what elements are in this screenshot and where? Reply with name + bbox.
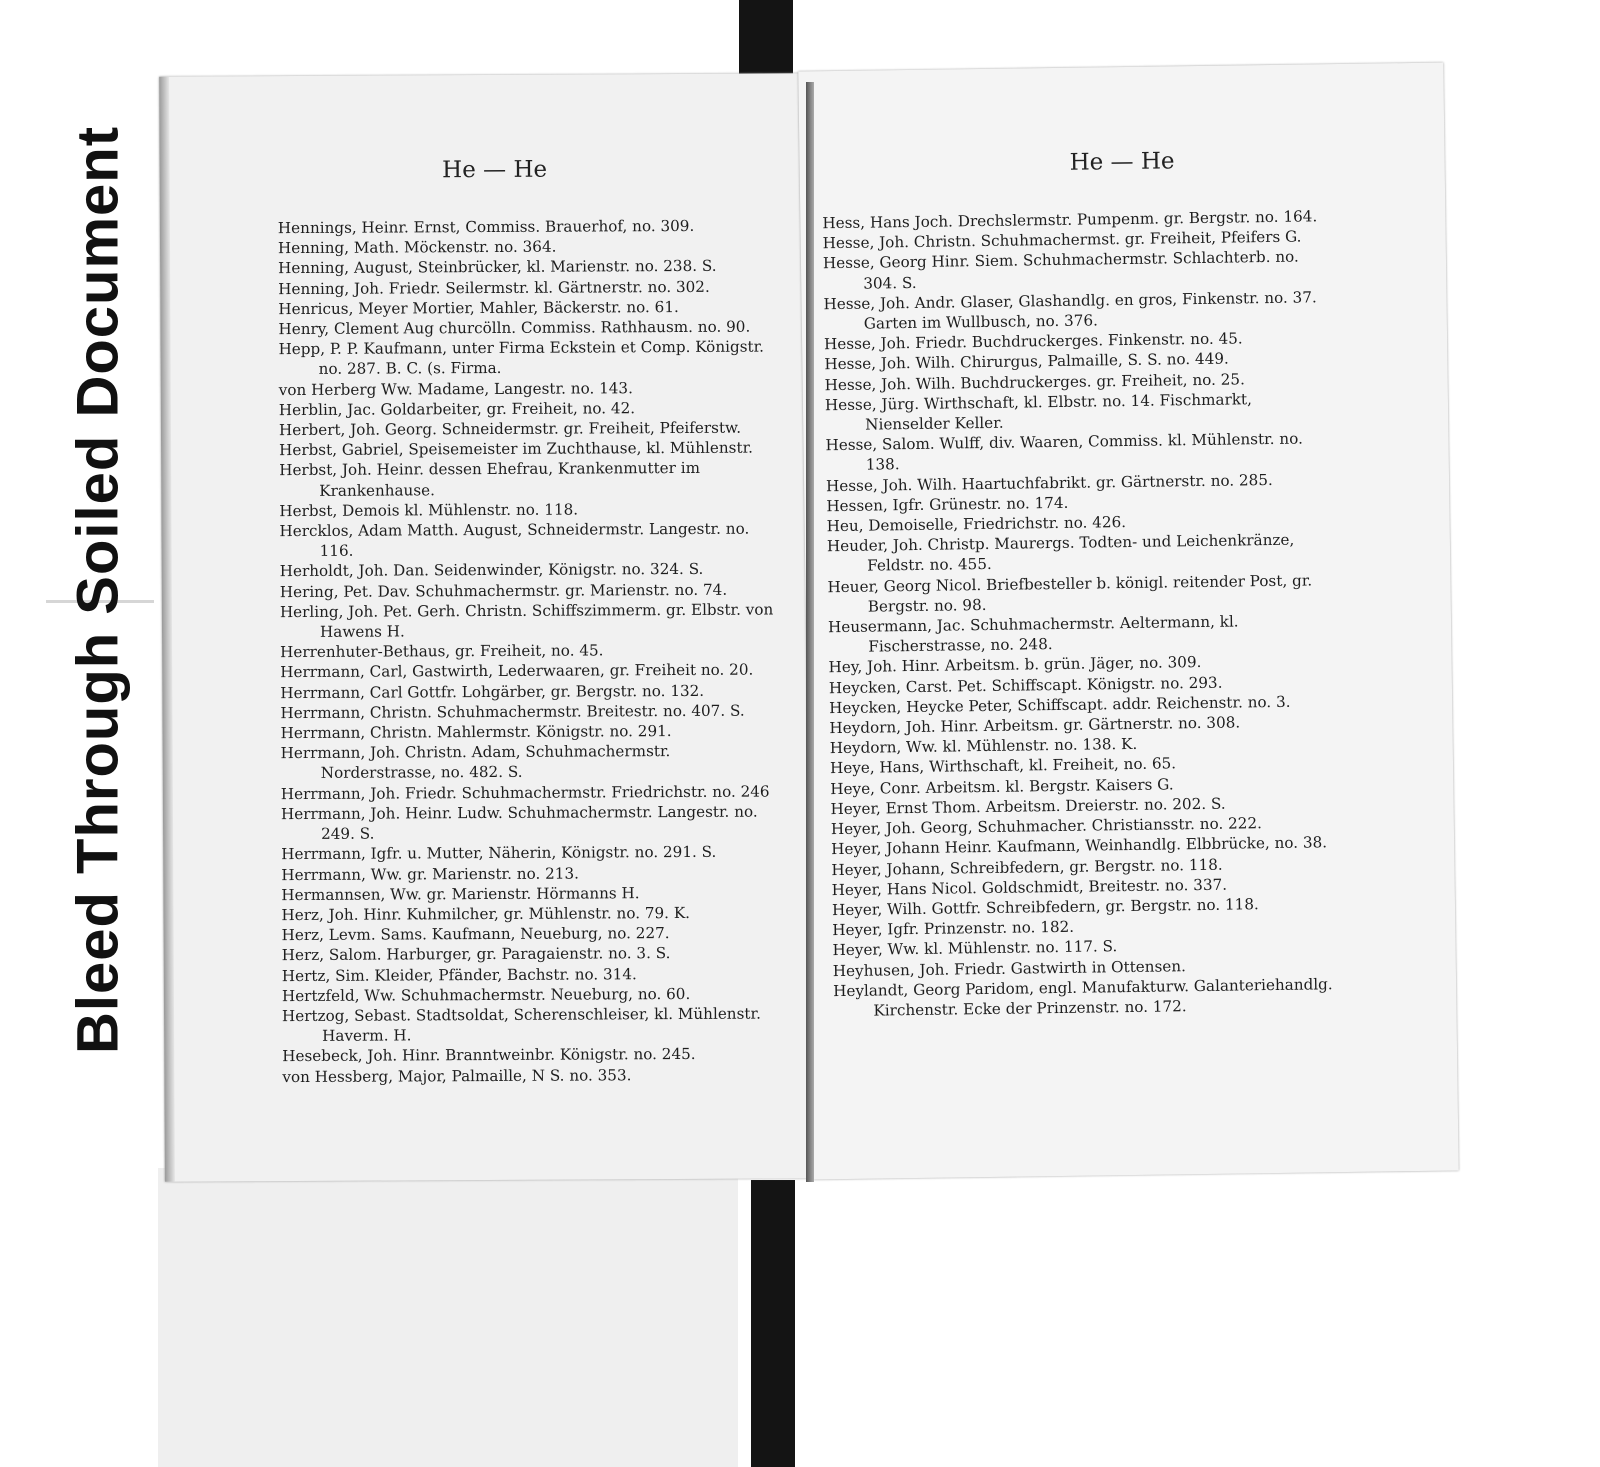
left-page <box>159 73 815 1181</box>
directory-entry: Heyer, Johann, Schreibfedern, gr. Bergstr. no. 118. <box>831 855 1223 879</box>
directory-entry: Hennings, Heinr. Ernst, Commiss. Brauerhof, no. 309. <box>277 216 695 238</box>
directory-entry: Heyer, Johann Heinr. Kaufmann, Weinhandlg. Elbbrücke, no. 38. <box>831 833 1328 859</box>
directory-entry: Hey, Joh. Hinr. Arbeitsm. b. grün. Jäger, no. 309. <box>828 653 1202 677</box>
directory-entry: Hercklos, Adam Matth. August, Schneidermstr. Langestr. no. 116. <box>279 519 750 561</box>
book-gutter <box>806 82 814 1182</box>
directory-entry: Heyer, Ernst Thom. Arbeitsm. Dreierstr. no. 202. S. <box>830 794 1226 819</box>
directory-entry: Hessen, Igfr. Grünestr. no. 174. <box>826 493 1069 516</box>
directory-entry: Hesse, Joh. Wilh. Haartuchfabrikt. gr. Gärtnerstr. no. 285. <box>825 470 1273 495</box>
directory-entry: Heyhusen, Joh. Friedr. Gastwirth in Ottensen. <box>832 956 1187 980</box>
directory-entry: Hertzfeld, Ww. Schuhmachermstr. Neueburg, no. 60. <box>281 984 691 1005</box>
directory-entry: Heylandt, Georg Paridom, engl. Manufakturw. Galanteriehandlg. Kirchenstr. Ecke der Prinzenstr. no. 172. <box>833 974 1333 1020</box>
directory-entry: Herz, Salom. Harburger, gr. Paragaienstr. no. 3. S. <box>281 944 671 965</box>
directory-entry: Hesse, Georg Hinr. Siem. Schuhmachermstr. Schlachterb. no. 304. S. <box>822 247 1299 293</box>
directory-entry: Hesse, Salom. Wulff, div. Waaren, Commiss. kl. Mühlenstr. no. 138. <box>825 429 1303 475</box>
directory-entry: Hesse, Joh. Friedr. Buchdruckerges. Finkenstr. no. 45. <box>823 329 1243 354</box>
directory-entry: Henricus, Meyer Mortier, Mahler, Bäckerstr. no. 61. <box>278 297 679 318</box>
directory-entry: Heyer, Igfr. Prinzenstr. no. 182. <box>832 917 1075 940</box>
directory-entry: Herbst, Joh. Heinr. dessen Ehefrau, Krankenmutter im Krankenhause. <box>279 459 701 500</box>
directory-entry: Herrmann, Christn. Mahlermstr. Königstr. no. 291. <box>280 722 672 743</box>
directory-entry: Heyer, Joh. Georg, Schuhmacher. Christiansstr. no. 222. <box>830 814 1262 839</box>
directory-entry: Hesse, Joh. Wilh. Buchdruckerges. gr. Freiheit, no. 25. <box>824 369 1245 394</box>
directory-entry: Hesse, Jürg. Wirthschaft, kl. Elbstr. no. 14. Fischmarkt, Nienselder Keller. <box>824 390 1253 434</box>
directory-entry: Hering, Pet. Dav. Schuhmachermstr. gr. Marienstr. no. 74. <box>279 580 728 601</box>
directory-entry: Herholdt, Joh. Dan. Seidenwinder, Königstr. no. 324. S. <box>279 560 704 581</box>
left-page-heading: He — He <box>442 156 548 184</box>
directory-entry: von Hessberg, Major, Palmaille, N S. no. 353. <box>282 1065 632 1086</box>
directory-entry: Herrmann, Igfr. u. Mutter, Näherin, Königstr. no. 291. S. <box>281 843 717 864</box>
directory-entry: von Herberg Ww. Madame, Langestr. no. 143. <box>278 378 633 399</box>
directory-entry: Heydorn, Ww. kl. Mühlenstr. no. 138. K. <box>829 735 1138 758</box>
directory-entry: Herz, Levm. Sams. Kaufmann, Neueburg, no. 227. <box>281 924 670 945</box>
directory-entry: Henry, Clement Aug churcölln. Commiss. Rathhausm. no. 90. <box>278 317 751 339</box>
directory-entry: Herrmann, Joh. Friedr. Schuhmachermstr. Friedrichstr. no. 246 <box>280 782 770 803</box>
directory-entry: Hermannsen, Ww. gr. Marienstr. Hörmanns H. <box>281 883 640 904</box>
left-page-entries <box>278 215 783 1086</box>
directory-entry: Herrmann, Joh. Heinr. Ludw. Schuhmachermstr. Langestr. no. 249. S. <box>280 802 758 843</box>
directory-entry: Herz, Joh. Hinr. Kuhmilcher, gr. Mühlenstr. no. 79. K. <box>281 903 691 924</box>
directory-entry: Herbst, Gabriel, Speisemeister im Zuchthause, kl. Mühlenstr. <box>279 438 754 460</box>
directory-entry: Hesse, Joh. Christn. Schuhmachermst. gr. Freiheit, Pfeifers G. <box>822 227 1302 253</box>
directory-entry: Heye, Conr. Arbeitsm. kl. Bergstr. Kaisers G. <box>830 775 1174 798</box>
right-page-entries <box>822 206 1333 1021</box>
directory-entry: Herrenhuter-Bethaus, gr. Freiheit, no. 45. <box>280 641 604 662</box>
directory-entry: Hertz, Sim. Kleider, Pfänder, Bachstr. no. 314. <box>281 964 637 985</box>
right-page-heading: He — He <box>1069 148 1175 176</box>
directory-entry: Henning, Math. Möckenstr. no. 364. <box>277 237 557 258</box>
directory-entry: Herling, Joh. Pet. Gerh. Christn. Schiffszimmerm. gr. Elbstr. von Hawens H. <box>279 600 774 641</box>
directory-entry: Heyer, Ww. kl. Mühlenstr. no. 117. S. <box>832 937 1118 960</box>
directory-entry: Heyer, Hans Nicol. Goldschmidt, Breitestr. no. 337. <box>831 875 1228 899</box>
directory-entry: Herrmann, Christn. Schuhmachermstr. Breitestr. no. 407. S. <box>280 701 745 722</box>
directory-entry: Heycken, Heycke Peter, Schiffscapt. addr. Reichenstr. no. 3. <box>829 692 1291 718</box>
directory-entry: Heydorn, Joh. Hinr. Arbeitsm. gr. Gärtnerstr. no. 308. <box>829 713 1241 738</box>
left-page-edge <box>159 77 175 1182</box>
directory-entry: Henning, Joh. Friedr. Seilermstr. kl. Gärtnerstr. no. 302. <box>278 277 710 298</box>
directory-entry: Heuer, Georg Nicol. Briefbesteller b. königl. reitender Post, gr. Bergstr. no. 98. <box>827 571 1313 616</box>
directory-entry: Herrmann, Ww. gr. Marienstr. no. 213. <box>281 864 579 884</box>
directory-entry: Heuder, Joh. Christp. Maurergs. Todten- und Leichenkränze, Feldstr. no. 455. <box>826 530 1295 576</box>
directory-entry: Herbert, Joh. Georg. Schneidermstr. gr. Freiheit, Pfeiferstw. <box>278 418 742 440</box>
directory-entry: Herbst, Demois kl. Mühlenstr. no. 118. <box>279 500 579 520</box>
side-label: Bleed Through Soiled Document <box>65 125 131 1055</box>
directory-entry: Hesse, Joh. Wilh. Chirurgus, Palmaille, S. S. no. 449. <box>824 349 1229 374</box>
directory-entry: Heycken, Carst. Pet. Schiffscapt. Königstr. no. 293. <box>828 673 1223 697</box>
directory-entry: Hepp, P. P. Kaufmann, unter Firma Eckstein et Comp. Königstr. no. 287. B. C. (s. Firma. <box>278 337 765 379</box>
directory-entry: Hertzog, Sebast. Stadtsoldat, Scherenschleiser, kl. Mühlenstr. Haverm. H. <box>281 1004 761 1045</box>
directory-entry: Heu, Demoiselle, Friedrichstr. no. 426. <box>826 513 1127 536</box>
directory-entry: Hess, Hans Joch. Drechslermstr. Pumpenm. gr. Bergstr. no. 164. <box>822 207 1318 233</box>
directory-entry: Heusermann, Jac. Schuhmachermstr. Aeltermann, kl. Fischerstrasse, no. 248. <box>827 612 1239 656</box>
right-page <box>798 63 1458 1180</box>
directory-entry: Herrmann, Joh. Christn. Adam, Schuhmachermstr. Norderstrasse, no. 482. S. <box>280 742 671 783</box>
directory-entry: Herrmann, Carl, Gastwirth, Lederwaaren, gr. Freiheit no. 20. <box>280 661 754 682</box>
directory-entry: Henning, August, Steinbrücker, kl. Marienstr. no. 238. S. <box>278 257 717 278</box>
directory-entry: Herblin, Jac. Goldarbeiter, gr. Freiheit, no. 42. <box>278 399 636 419</box>
directory-entry: Heyer, Wilh. Gottfr. Schreibfedern, gr. Bergstr. no. 118. <box>831 895 1259 920</box>
bookmark-ribbon-bottom <box>751 1180 795 1467</box>
directory-entry: Heye, Hans, Wirthschaft, kl. Freiheit, no. 65. <box>829 754 1177 778</box>
directory-entry: Hesebeck, Joh. Hinr. Branntweinbr. Königstr. no. 245. <box>282 1045 696 1066</box>
underlying-page <box>158 1168 738 1467</box>
directory-entry: Hesse, Joh. Andr. Glaser, Glashandlg. en gros, Finkenstr. no. 37. Garten im Wullbusch, no. 376. <box>823 288 1317 333</box>
directory-entry: Herrmann, Carl Gottfr. Lohgärber, gr. Bergstr. no. 132. <box>280 681 705 702</box>
